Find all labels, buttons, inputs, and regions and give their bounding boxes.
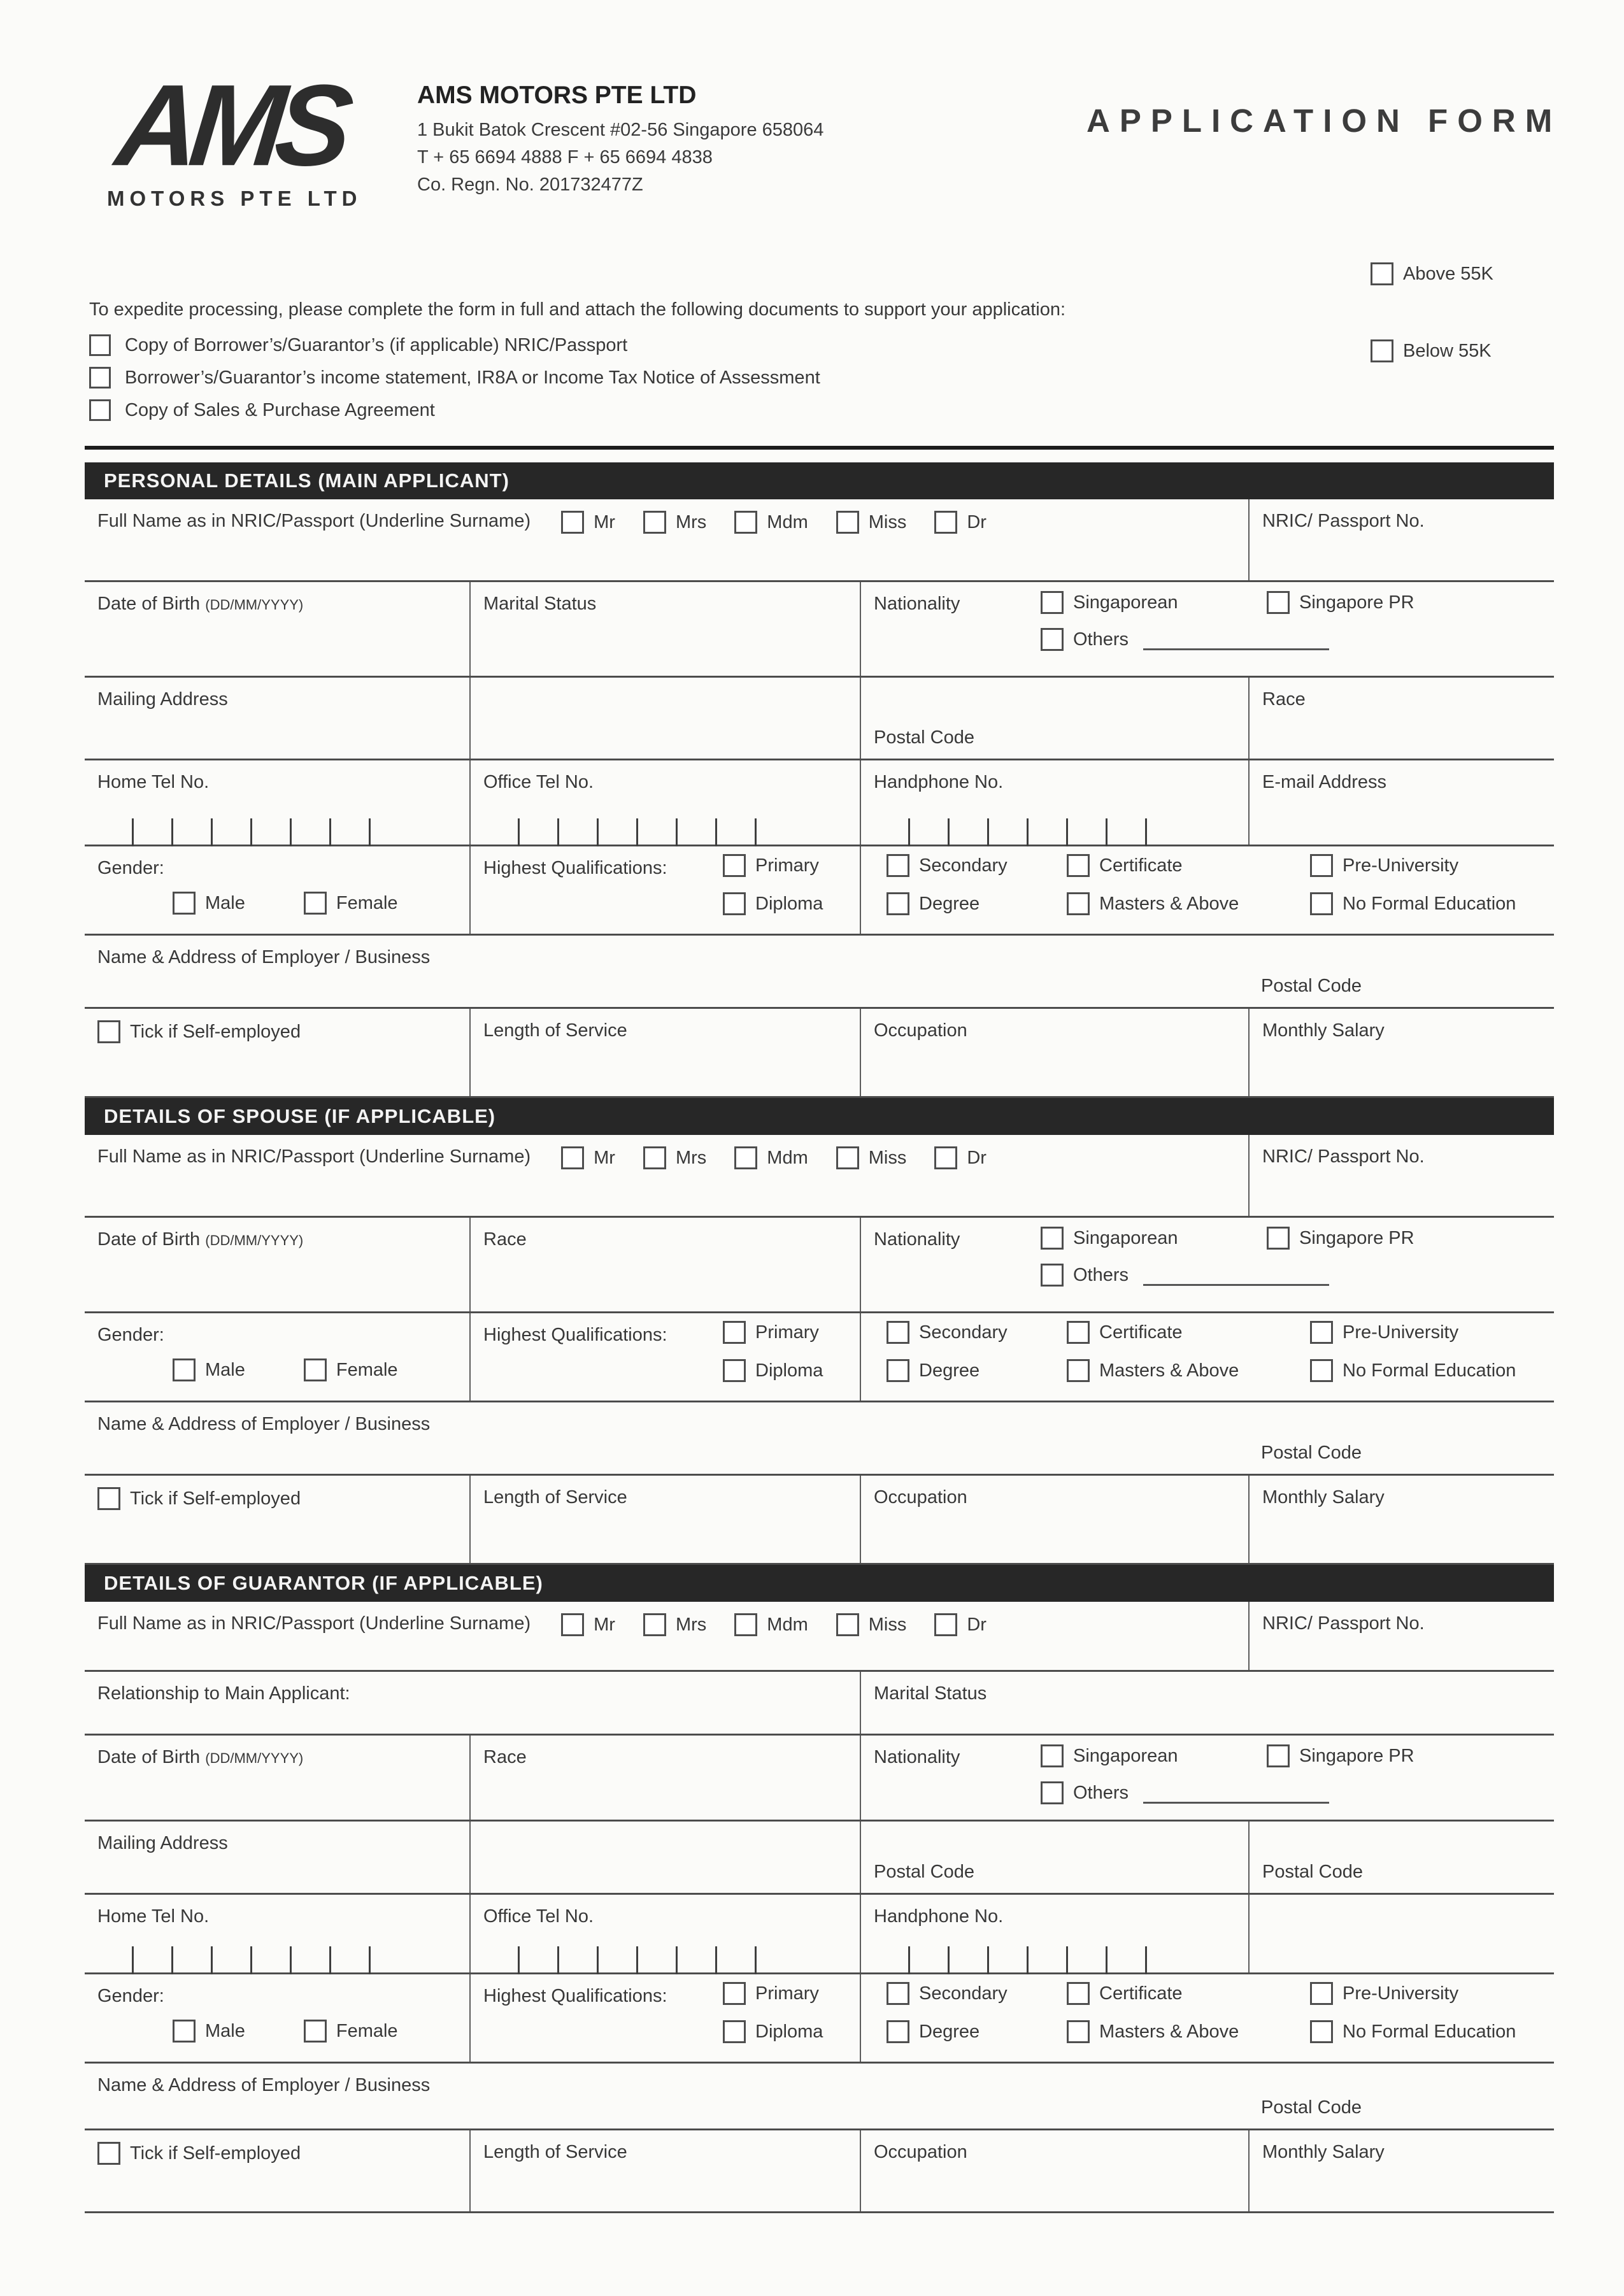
- guarantor-tel-row: [85, 1895, 1554, 1974]
- guarantor-postal-code-field-2[interactable]: Postal Code: [1248, 1822, 1554, 1893]
- top-rule: [85, 446, 1554, 450]
- personal-employer-postal-label: Postal Code: [1261, 976, 1362, 996]
- personal-nationality-singaporean-checkbox[interactable]: [1041, 591, 1064, 614]
- income-below-55k-label: Below 55K: [1403, 340, 1492, 361]
- personal-nationality-pr-checkbox[interactable]: [1267, 591, 1290, 614]
- spouse-qual-degree-checkbox[interactable]: [887, 1359, 909, 1382]
- guarantor-occupation-field[interactable]: Occupation: [860, 2130, 1248, 2211]
- doc-sales-agreement-checkbox[interactable]: [89, 399, 111, 421]
- guarantor-qual-primary-checkbox[interactable]: [723, 1982, 746, 2005]
- guarantor-qual-diploma-checkbox[interactable]: [723, 2020, 746, 2043]
- spouse-name-row: [85, 1135, 1554, 1218]
- company-address: 1 Bukit Batok Crescent #02-56 Singapore 658064: [417, 120, 824, 140]
- guarantor-nationality-field: Nationality Singaporean Others Singapore PR: [860, 1736, 1554, 1820]
- spouse-nationality-others-checkbox[interactable]: [1041, 1264, 1064, 1287]
- spouse-nationality-field: Nationality Singaporean Others Singapore PR: [860, 1218, 1554, 1311]
- guarantor-office-tel-input[interactable]: [480, 1946, 757, 1974]
- personal-marital-status-field[interactable]: Marital Status: [469, 582, 860, 676]
- personal-salutation-mrs-checkbox[interactable]: [643, 511, 666, 534]
- guarantor-salutation-miss-checkbox[interactable]: [836, 1613, 859, 1636]
- ams-logo: AMS: [111, 61, 350, 190]
- guarantor-nric-label: NRIC/ Passport No.: [1262, 1613, 1425, 1634]
- company-name: AMS MOTORS PTE LTD: [417, 82, 697, 109]
- doc-item-income-statement: [89, 367, 1337, 389]
- spouse-length-of-service-field[interactable]: Length of Service: [469, 1476, 860, 1563]
- spouse-salutation-mr-checkbox[interactable]: [561, 1146, 584, 1169]
- guarantor-nationality-pr-checkbox[interactable]: [1267, 1744, 1290, 1767]
- personal-office-tel-input[interactable]: [480, 818, 757, 846]
- personal-salutation-dr-checkbox[interactable]: [934, 511, 957, 534]
- personal-qualifications-field: Highest Qualifications: Primary Diploma: [469, 846, 860, 934]
- personal-office-tel-field: Office Tel No.: [469, 760, 860, 845]
- guarantor-salutation-dr-checkbox[interactable]: [934, 1613, 957, 1636]
- income-above-55k-option: [1371, 262, 1493, 285]
- personal-handphone-input[interactable]: [871, 818, 1147, 846]
- personal-length-of-service-field[interactable]: Length of Service: [469, 1009, 860, 1096]
- guarantor-qualifications-field-2: Secondary Degree Certificate Masters & Above Pre-University No Formal Education: [860, 1974, 1554, 2062]
- guarantor-employer-row: [85, 2064, 1554, 2130]
- personal-mailing-address-field-2[interactable]: [469, 678, 860, 759]
- spouse-selfemployed-field: Tick if Self-employed: [85, 1476, 469, 1563]
- spouse-qual-diploma-checkbox[interactable]: [723, 1359, 746, 1382]
- form-table: [85, 446, 1554, 2213]
- personal-salutation-miss-checkbox[interactable]: [836, 511, 859, 534]
- personal-salutation-mr-checkbox[interactable]: [561, 511, 584, 534]
- guarantor-gender-female-checkbox[interactable]: [304, 2020, 327, 2043]
- guarantor-dob-row: [85, 1736, 1554, 1822]
- personal-email-field[interactable]: E-mail Address: [1248, 760, 1554, 845]
- guarantor-employer-field[interactable]: Name & Address of Employer / Business Postal Code: [97, 2075, 1362, 2118]
- guarantor-qual-secondary-checkbox[interactable]: [887, 1982, 909, 2005]
- guarantor-home-tel-field: Home Tel No.: [85, 1895, 469, 1972]
- spouse-gender-male-checkbox[interactable]: [173, 1358, 196, 1381]
- guarantor-monthly-salary-field[interactable]: Monthly Salary: [1248, 2130, 1554, 2211]
- personal-gender-male-checkbox[interactable]: [173, 892, 196, 915]
- spouse-gender-female-checkbox[interactable]: [304, 1358, 327, 1381]
- guarantor-relationship-field[interactable]: Relationship to Main Applicant:: [97, 1683, 350, 1704]
- spouse-nationality-pr-checkbox[interactable]: [1267, 1227, 1290, 1250]
- guarantor-qual-degree-checkbox[interactable]: [887, 2020, 909, 2043]
- guarantor-office-tel-field: Office Tel No.: [469, 1895, 860, 1972]
- spouse-salutation-mrs-checkbox[interactable]: [643, 1146, 666, 1169]
- spouse-occupation-field[interactable]: Occupation: [860, 1476, 1248, 1563]
- guarantor-name-row: [85, 1602, 1554, 1672]
- form-title: APPLICATION FORM: [1086, 103, 1562, 139]
- spouse-nationality-label: Nationality: [874, 1229, 960, 1250]
- guarantor-full-name-field[interactable]: Full Name as in NRIC/Passport (Underline Surname) Mr Mrs Mdm Miss Dr: [85, 1602, 1248, 1670]
- ams-logo-subtext: MOTORS PTE LTD: [107, 187, 362, 210]
- personal-qual-certificate-checkbox[interactable]: [1067, 854, 1090, 877]
- personal-qual-degree-checkbox[interactable]: [887, 892, 909, 915]
- guarantor-selfemployed-row: [85, 2130, 1554, 2213]
- personal-employer-row: [85, 936, 1554, 1009]
- section-personal-header: PERSONAL DETAILS (MAIN APPLICANT): [85, 462, 1554, 499]
- guarantor-length-of-service-field[interactable]: Length of Service: [469, 2130, 860, 2211]
- guarantor-gender-qual-row: [85, 1974, 1554, 2064]
- spouse-dob-field[interactable]: Date of Birth (DD/MM/YYYY): [97, 1229, 304, 1250]
- spouse-full-name-label: Full Name as in NRIC/Passport (Underline Surname): [97, 1146, 531, 1167]
- spouse-dob-row: [85, 1218, 1554, 1313]
- doc-item-nric: [89, 334, 1337, 356]
- spouse-nationality-others-input[interactable]: [1143, 1265, 1329, 1286]
- guarantor-salutation-mdm-checkbox[interactable]: [734, 1613, 757, 1636]
- personal-monthly-salary-field[interactable]: Monthly Salary: [1248, 1009, 1554, 1096]
- personal-selfemployed-row: [85, 1009, 1554, 1098]
- guarantor-nric-field[interactable]: [1248, 1602, 1554, 1670]
- guarantor-mailing-address-field[interactable]: Mailing Address: [97, 1833, 228, 1853]
- personal-home-tel-input[interactable]: [94, 818, 371, 846]
- spouse-qual-primary-checkbox[interactable]: [723, 1321, 746, 1344]
- guarantor-handphone-input[interactable]: [871, 1946, 1147, 1974]
- personal-full-name-field[interactable]: Full Name as in NRIC/Passport (Underline Surname) Mr Mrs Mdm Miss Dr: [85, 499, 1248, 580]
- personal-qual-primary-checkbox[interactable]: [723, 854, 746, 877]
- doc-income-statement-checkbox[interactable]: [89, 367, 111, 389]
- guarantor-gender-field: Gender: Male Female: [85, 1974, 469, 2062]
- guarantor-nationality-others-input[interactable]: [1143, 1783, 1329, 1804]
- personal-employer-field[interactable]: Name & Address of Employer / Business Postal Code: [97, 947, 1362, 996]
- personal-qual-diploma-checkbox[interactable]: [723, 892, 746, 915]
- spouse-qual-preuniversity-checkbox[interactable]: [1310, 1321, 1333, 1344]
- personal-postal-code-field[interactable]: Postal Code: [860, 678, 1248, 759]
- spouse-full-name-field[interactable]: Full Name as in NRIC/Passport (Underline Surname) Mr Mrs Mdm Miss Dr: [85, 1135, 1248, 1216]
- guarantor-tel-row-empty-cell: [1248, 1895, 1554, 1972]
- spouse-employer-postal-label: Postal Code: [1261, 1443, 1362, 1463]
- personal-nationality-label: Nationality: [874, 594, 960, 614]
- guarantor-salutation-mr-checkbox[interactable]: [561, 1613, 584, 1636]
- spouse-nric-label: NRIC/ Passport No.: [1262, 1146, 1425, 1167]
- intro-instruction: To expedite processing, please complete the form in full and attach the following documents to support your application:: [89, 299, 1066, 320]
- guarantor-selfemployed-checkbox[interactable]: [97, 2142, 120, 2165]
- spouse-nationality-singaporean-checkbox[interactable]: [1041, 1227, 1064, 1250]
- income-above-55k-label: Above 55K: [1403, 263, 1493, 284]
- personal-handphone-field: Handphone No.: [860, 760, 1248, 845]
- guarantor-nationality-singaporean-checkbox[interactable]: [1041, 1744, 1064, 1767]
- doc-income-statement-label: Borrower’s/Guarantor’s income statement, IR8A or Income Tax Notice of Assessment: [125, 367, 820, 388]
- personal-selfemployed-checkbox[interactable]: [97, 1020, 120, 1043]
- income-above-55k-checkbox[interactable]: [1371, 262, 1393, 285]
- doc-sales-agreement-label: Copy of Sales & Purchase Agreement: [125, 399, 435, 420]
- personal-selfemployed-field: Tick if Self-employed: [85, 1009, 469, 1096]
- personal-race-field[interactable]: Race: [1248, 678, 1554, 759]
- spouse-qualifications-field: Highest Qualifications: Primary Diploma: [469, 1313, 860, 1401]
- guarantor-gender-male-checkbox[interactable]: [173, 2020, 196, 2043]
- guarantor-full-name-label: Full Name as in NRIC/Passport (Underline Surname): [97, 1613, 531, 1634]
- personal-dob-field[interactable]: Date of Birth (DD/MM/YYYY): [97, 594, 304, 614]
- guarantor-nationality-label: Nationality: [874, 1747, 960, 1767]
- personal-nationality-others-checkbox[interactable]: [1041, 628, 1064, 651]
- guarantor-qual-certificate-checkbox[interactable]: [1067, 1982, 1090, 2005]
- personal-qual-preuniversity-checkbox[interactable]: [1310, 854, 1333, 877]
- doc-item-sales-agreement: [89, 399, 1337, 421]
- guarantor-qual-noformaleducation-checkbox[interactable]: [1310, 2020, 1333, 2043]
- personal-nric-label: NRIC/ Passport No.: [1262, 511, 1425, 531]
- guarantor-postal-code-field[interactable]: Postal Code: [860, 1822, 1248, 1893]
- guarantor-race-field[interactable]: Race: [469, 1736, 860, 1820]
- personal-nric-field[interactable]: [1248, 499, 1554, 580]
- personal-name-row: [85, 499, 1554, 582]
- section-guarantor-header: DETAILS OF GUARANTOR (IF APPLICABLE): [85, 1565, 1554, 1602]
- guarantor-relationship-row: [85, 1672, 1554, 1736]
- guarantor-nationality-others-checkbox[interactable]: [1041, 1781, 1064, 1804]
- doc-nric-checkbox[interactable]: [89, 334, 111, 356]
- spouse-qualifications-field-2: Secondary Degree Certificate Masters & Above Pre-University No Formal Education: [860, 1313, 1554, 1401]
- income-below-55k-option: [1371, 339, 1492, 362]
- personal-nationality-field: Nationality Singaporean Others Singapore PR: [860, 582, 1554, 676]
- personal-dob-row: [85, 582, 1554, 678]
- guarantor-mailing-address-field-2[interactable]: [469, 1822, 860, 1893]
- personal-tel-row: [85, 760, 1554, 846]
- personal-qualifications-field-2: Secondary Degree Certificate Masters & Above Pre-University No Formal Education: [860, 846, 1554, 934]
- personal-gender-female-checkbox[interactable]: [304, 892, 327, 915]
- personal-mailing-address-field[interactable]: Mailing Address: [97, 689, 228, 709]
- guarantor-qual-masters-checkbox[interactable]: [1067, 2020, 1090, 2043]
- section-spouse-header: DETAILS OF SPOUSE (IF APPLICABLE): [85, 1098, 1554, 1135]
- spouse-employer-row: [85, 1402, 1554, 1476]
- personal-qual-noformaleducation-checkbox[interactable]: [1310, 892, 1333, 915]
- personal-mailing-row: [85, 678, 1554, 760]
- spouse-qual-masters-checkbox[interactable]: [1067, 1359, 1090, 1382]
- spouse-selfemployed-row: [85, 1476, 1554, 1565]
- company-phone: T + 65 6694 4888 F + 65 6694 4838: [417, 147, 713, 168]
- personal-nationality-others-input[interactable]: [1143, 629, 1329, 650]
- company-info: [417, 82, 823, 202]
- spouse-employer-field[interactable]: Name & Address of Employer / Business Postal Code: [97, 1414, 1362, 1463]
- doc-nric-label: Copy of Borrower’s/Guarantor’s (if applicable) NRIC/Passport: [125, 334, 628, 355]
- spouse-gender-field: Gender: Male Female: [85, 1313, 469, 1401]
- guarantor-salutation-mrs-checkbox[interactable]: [643, 1613, 666, 1636]
- guarantor-qual-preuniversity-checkbox[interactable]: [1310, 1982, 1333, 2005]
- spouse-salutation-dr-checkbox[interactable]: [934, 1146, 957, 1169]
- spouse-salutation-mdm-checkbox[interactable]: [734, 1146, 757, 1169]
- personal-qual-secondary-checkbox[interactable]: [887, 854, 909, 877]
- guarantor-home-tel-input[interactable]: [94, 1946, 371, 1974]
- guarantor-selfemployed-field: Tick if Self-employed: [85, 2130, 469, 2211]
- company-regn: Co. Regn. No. 201732477Z: [417, 175, 643, 195]
- personal-salutation-mdm-checkbox[interactable]: [734, 511, 757, 534]
- guarantor-mailing-row: [85, 1822, 1554, 1895]
- personal-home-tel-field: Home Tel No.: [85, 760, 469, 845]
- guarantor-qualifications-field: Highest Qualifications: Primary Diploma: [469, 1974, 860, 2062]
- spouse-qual-noformaleducation-checkbox[interactable]: [1310, 1359, 1333, 1382]
- intro-block: [89, 299, 1337, 432]
- personal-gender-qual-row: [85, 846, 1554, 936]
- spouse-gender-qual-row: [85, 1313, 1554, 1402]
- spouse-nric-field[interactable]: [1248, 1135, 1554, 1216]
- spouse-qual-certificate-checkbox[interactable]: [1067, 1321, 1090, 1344]
- spouse-monthly-salary-field[interactable]: Monthly Salary: [1248, 1476, 1554, 1563]
- personal-qual-masters-checkbox[interactable]: [1067, 892, 1090, 915]
- guarantor-dob-field[interactable]: Date of Birth (DD/MM/YYYY): [97, 1747, 304, 1767]
- spouse-qual-secondary-checkbox[interactable]: [887, 1321, 909, 1344]
- income-below-55k-checkbox[interactable]: [1371, 339, 1393, 362]
- spouse-salutation-miss-checkbox[interactable]: [836, 1146, 859, 1169]
- personal-gender-field: Gender: Male Female: [85, 846, 469, 934]
- spouse-race-field[interactable]: Race: [469, 1218, 860, 1311]
- spouse-selfemployed-checkbox[interactable]: [97, 1487, 120, 1510]
- personal-occupation-field[interactable]: Occupation: [860, 1009, 1248, 1096]
- guarantor-handphone-field: Handphone No.: [860, 1895, 1248, 1972]
- guarantor-marital-status-field[interactable]: Marital Status: [860, 1672, 1554, 1734]
- guarantor-employer-postal-label: Postal Code: [1261, 2097, 1362, 2118]
- personal-full-name-label: Full Name as in NRIC/Passport (Underline Surname): [97, 511, 531, 531]
